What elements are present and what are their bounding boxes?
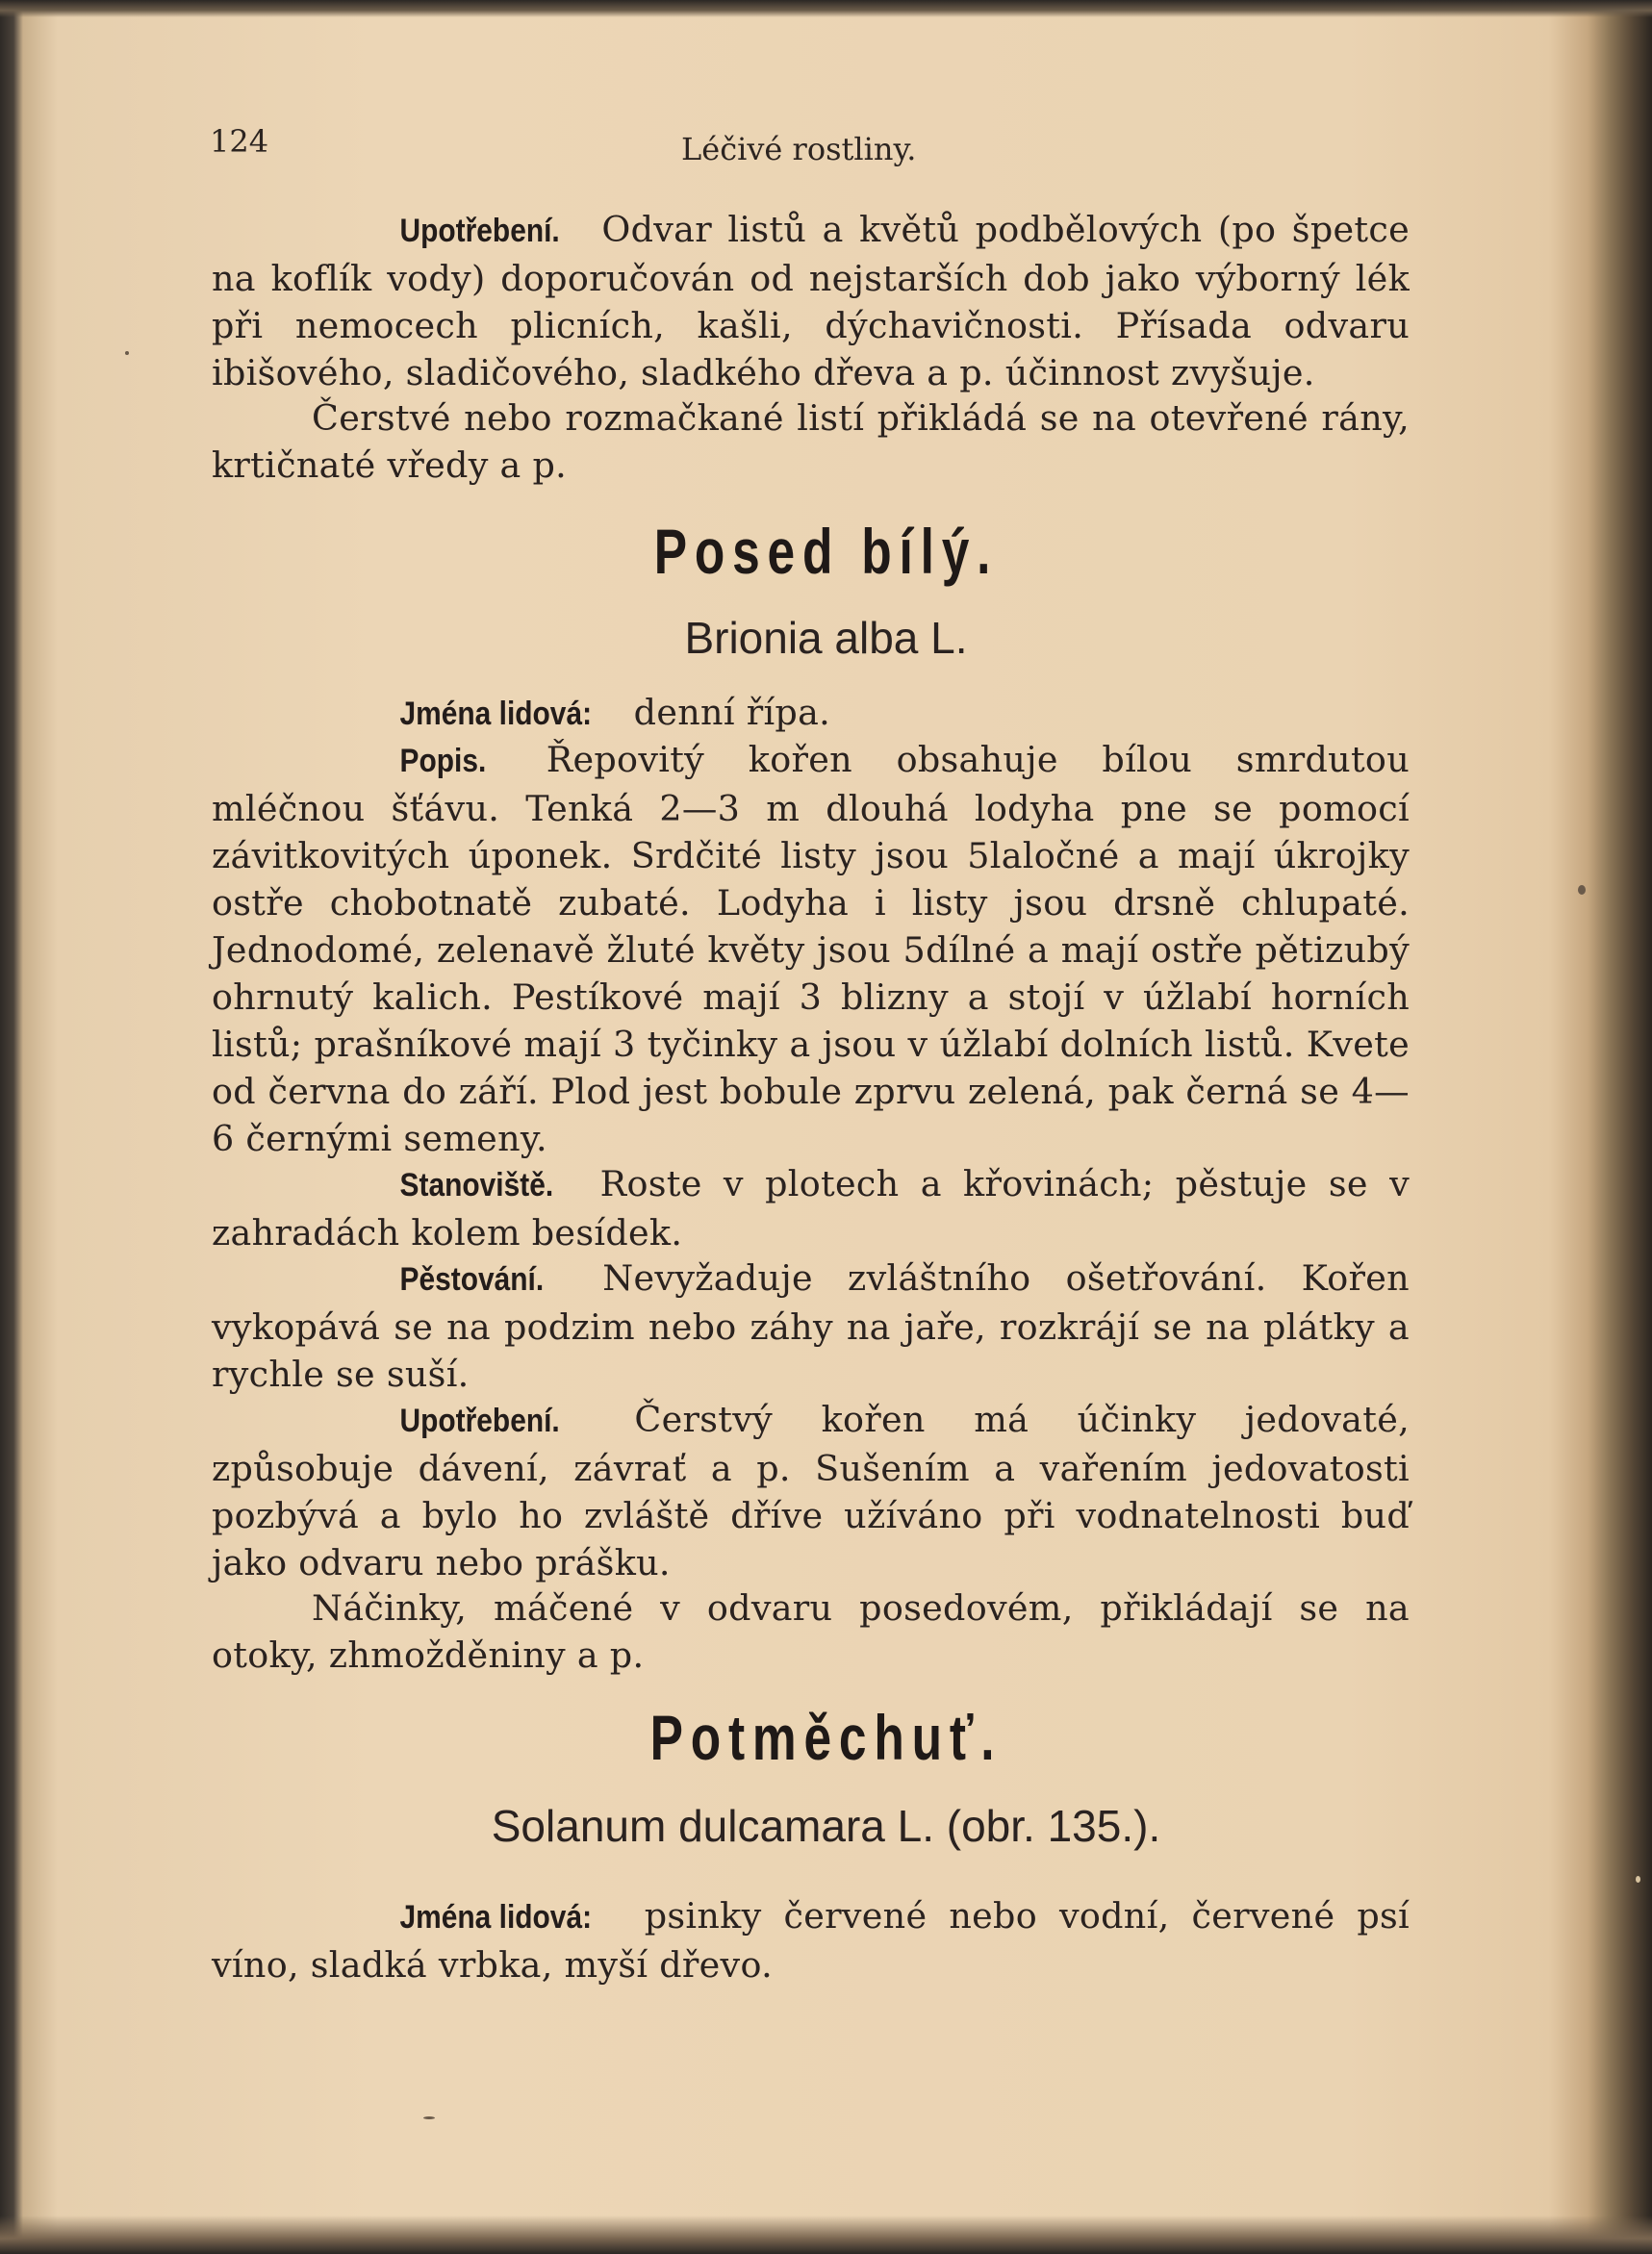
habitat-text: Roste v plotech a křovinách; pěstuje se v zahradách kolem besídek. (212, 1163, 1410, 1254)
description-text: Řepovitý kořen obsahuje bílou smrdutou mléčnou šťávu. Tenká 2—3 m dlouhá lodyha pne se pomocí závitkovitých úponek. Srdčité listy jsou 5laločné a mají úkrojky ostře chobotnatě zubaté. Lodyha i listy jsou drsně chlupaté. Jednodomé, zelenavě žluté květy jsou 5dílné a mají ostře pětizubý ohrnutý kalich. Pestíkové mají 3 blizny a stojí v úžlabí horních listů; prašníkové mají 3 tyčinky a jsou v úžlabí dolních listů. Kvete od června do září. Plod jest bobule zprvu zelená, pak černá se 4—6 černými semeny. (212, 739, 1410, 1159)
common-names-label: Jména lidová: (399, 1899, 593, 1936)
common-names-paragraph (212, 689, 1410, 738)
common-names-paragraph (212, 1892, 1410, 1988)
use-text: Čerstvý kořen má účinky jedovaté, způsobuje dávení, závrať a p. Sušením a vařením jedovatosti pozbývá a bylo ho zvláště dříve užíváno při vodnatelnosti buď jako odvaru nebo prášku. (212, 1399, 1410, 1583)
cultivation-paragraph (212, 1254, 1410, 1398)
common-names-label: Jména lidová: (399, 696, 593, 732)
page-number: 124 (210, 123, 269, 160)
paper-speck (1636, 1876, 1640, 1883)
paper-speck (1578, 885, 1586, 895)
description-paragraph (212, 736, 1410, 1162)
page-header (210, 123, 1412, 171)
use-text-2: Čerstvé nebo rozmačkané listí přikládá se na otevřené rány, krtičnaté vředy a p. (212, 397, 1410, 486)
use-label: Upotřebení. (399, 213, 560, 249)
use-paragraph (212, 1396, 1410, 1586)
latin-name: Brionia alba L. (684, 613, 968, 663)
previous-use-paragraph-2 (212, 394, 1410, 489)
use-paragraph-2 (212, 1584, 1410, 1679)
cultivation-text: Nevyžaduje zvláštního ošetřování. Kořen vykopává se na podzim nebo záhy na jaře, rozkrájí se na plátky a rychle se suší. (212, 1257, 1410, 1395)
description-label: Popis. (399, 743, 487, 779)
species-title: Posed bílý. (653, 516, 999, 587)
latin-name: Solanum dulcamara L. (obr. 135.). (491, 1801, 1161, 1851)
species-title: Potměchuť. (649, 1702, 1003, 1773)
running-title: Léčivé rostliny. (681, 131, 917, 167)
use-text: Odvar listů a květů podbělových (po špetce na koflík vody) doporučován od nejstarších dob jako výborný lék při nemocech plicních, kašli, dýchavičnosti. Přísada odvaru ibišového, sladičového, sladkého dřeva a p. účinnost zvyšuje. (212, 209, 1410, 393)
common-names-text: denní řípa. (622, 692, 831, 733)
use-label: Upotřebení. (399, 1403, 560, 1439)
habitat-paragraph (212, 1160, 1410, 1256)
common-names-text: psinky červené nebo vodní, červené psí víno, sladká vrbka, myší dřevo. (212, 1895, 1410, 1986)
paper-speck (125, 351, 129, 355)
paper-speck (423, 2116, 435, 2119)
previous-use-paragraph (212, 206, 1410, 396)
habitat-label: Stanoviště. (399, 1167, 554, 1203)
use-text-2: Náčinky, máčené v odvaru posedovém, přikládají se na otoky, zhmožděniny a p. (212, 1587, 1410, 1676)
cultivation-label: Pěstování. (399, 1261, 545, 1298)
